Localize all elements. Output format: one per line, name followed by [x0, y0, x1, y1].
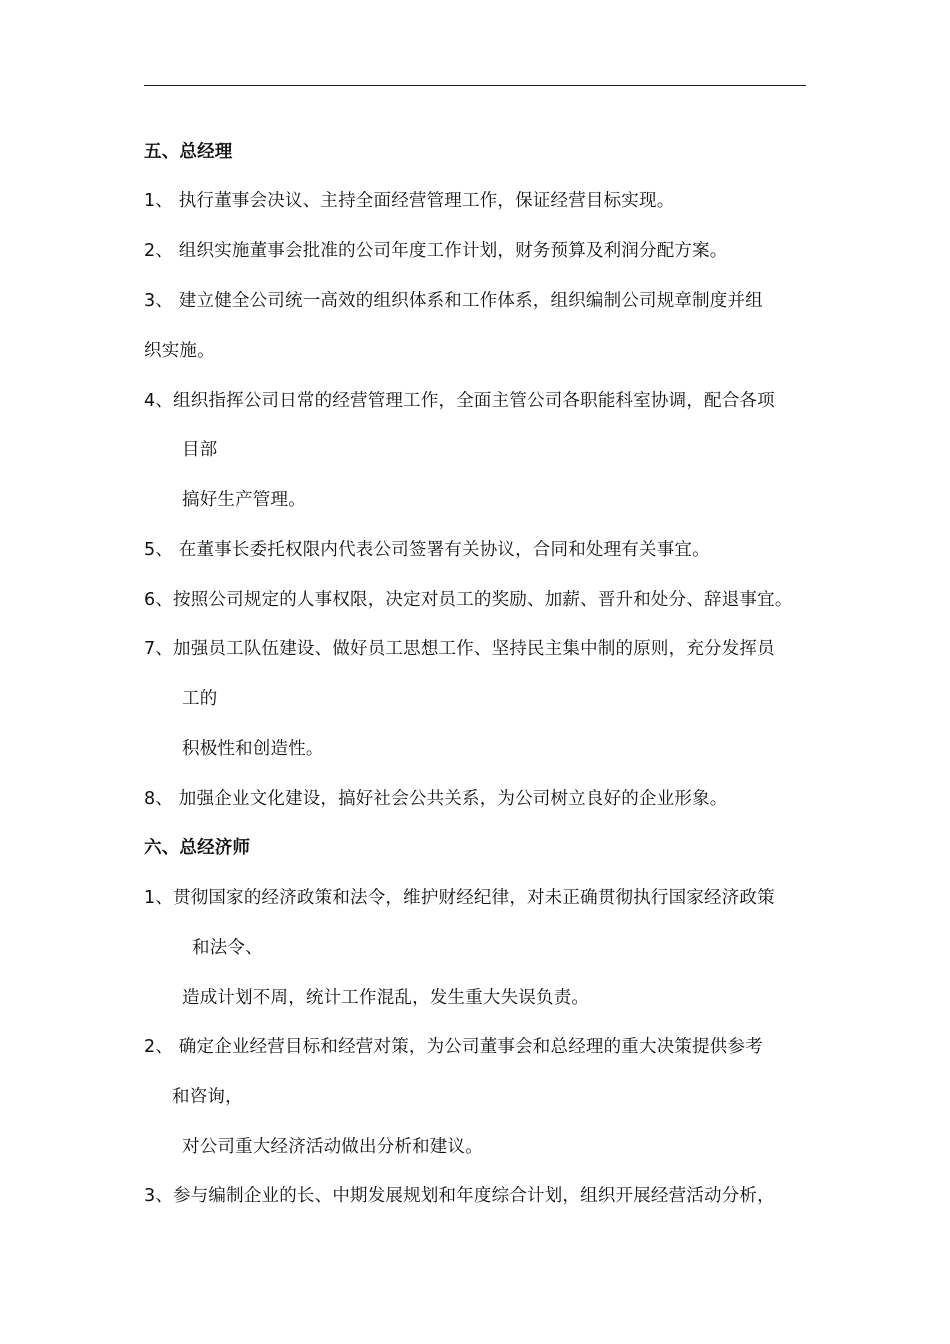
- gm-item-4-cont-2: 搞好生产管理。: [182, 490, 306, 510]
- ce-item-2: 2、 确定企业经营目标和经营对策，为公司董事会和总经理的重大决策提供参考: [144, 1037, 763, 1057]
- gm-item-4: 4、组织指挥公司日常的经营管理工作，全面主管公司各职能科室协调，配合各项: [144, 391, 775, 411]
- gm-item-2: 2、 组织实施董事会批准的公司年度工作计划，财务预算及利润分配方案。: [144, 241, 728, 261]
- ce-item-1-cont-2: 造成计划不周，统计工作混乱，发生重大失误负责。: [182, 988, 590, 1008]
- gm-item-7-cont-1: 工的: [182, 689, 218, 709]
- ce-item-2-cont-1: 和咨询，: [172, 1087, 243, 1107]
- ce-item-1-cont-1: 和法令、: [192, 938, 263, 958]
- header-rule: [144, 85, 806, 86]
- section-heading-general-manager: 五、总经理: [144, 142, 233, 162]
- gm-item-4-cont-1: 目部: [182, 440, 218, 460]
- ce-item-3: 3、参与编制企业的长、中期发展规划和年度综合计划，组织开展经营活动分析，: [144, 1186, 775, 1206]
- gm-item-3-cont: 织实施。: [144, 341, 215, 361]
- ce-item-2-cont-2: 对公司重大经济活动做出分析和建议。: [182, 1137, 483, 1157]
- gm-item-8: 8、 加强企业文化建设，搞好社会公共关系，为公司树立良好的企业形象。: [144, 789, 728, 809]
- gm-item-3: 3、 建立健全公司统一高效的组织体系和工作体系，组织编制公司规章制度并组: [144, 291, 763, 311]
- gm-item-5: 5、 在董事长委托权限内代表公司签署有关协议，合同和处理有关事宜。: [144, 540, 710, 560]
- gm-item-1: 1、 执行董事会决议、主持全面经营管理工作，保证经营目标实现。: [144, 191, 675, 211]
- gm-item-6: 6、按照公司规定的人事权限，决定对员工的奖励、加薪、晋升和处分、辞退事宜。: [144, 590, 793, 610]
- gm-item-7-cont-2: 积极性和创造性。: [182, 739, 324, 759]
- ce-item-1: 1、贯彻国家的经济政策和法令，维护财经纪律，对未正确贯彻执行国家经济政策: [144, 888, 775, 908]
- gm-item-7: 7、加强员工队伍建设、做好员工思想工作、坚持民主集中制的原则，充分发挥员: [144, 639, 775, 659]
- section-heading-chief-economist: 六、总经济师: [144, 838, 251, 858]
